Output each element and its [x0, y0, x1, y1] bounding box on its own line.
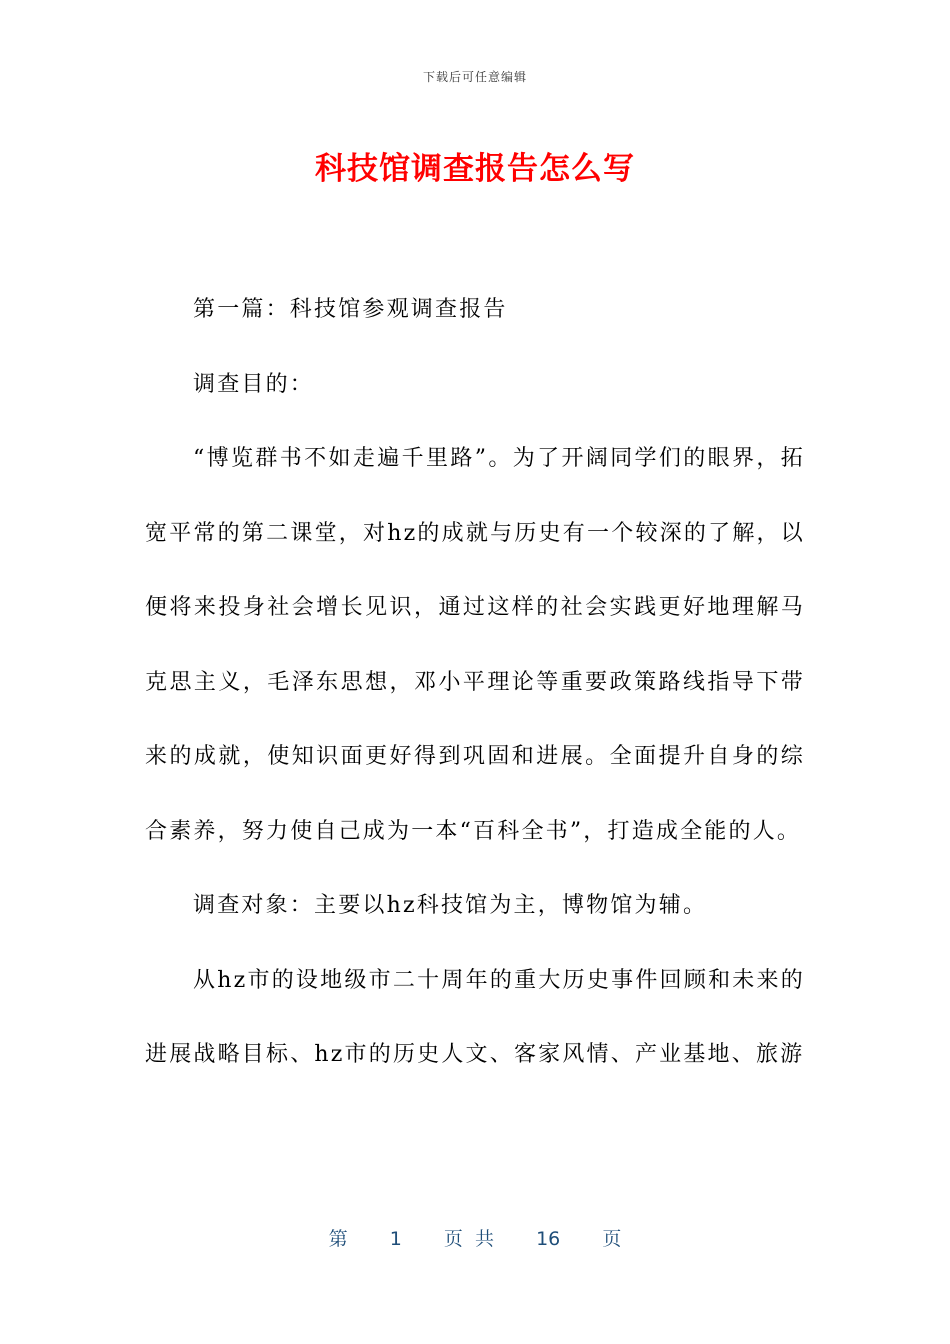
document-body [145, 273, 805, 1093]
paragraph-purpose: “博览群书不如走遍千里路”。为了开阔同学们的眼界，拓宽平常的第二课堂，对hz的成就与历史有一个较深的了解，以便将来投身社会增长见识，通过这样的社会实践更好地理解马克思主义，毛泽东思想，邓小平理论等重要政策路线指导下带来的成就，使知识面更好得到巩固和进展。全面提升自身的综合素养，努力使自己成为一本“百科全书”，打造成全能的人。 [145, 446, 805, 844]
header-note: 下载后可任意编辑 [422, 70, 527, 84]
paragraph-subject: 调查对象：主要以hz科技馆为主，博物馆为辅。 [193, 893, 708, 918]
footer-page-number: 1 [389, 1228, 402, 1250]
document-title: 科技馆调查报告怎么写 [315, 151, 635, 187]
paragraph-content: 从hz市的设地级市二十周年的重大历史事件回顾和未来的进展战略目标、hz市的历史人文、客家风情、产业基地、旅游 [145, 967, 805, 1067]
footer-prefix: 第 [328, 1228, 348, 1250]
footer-total-pages: 16 [536, 1228, 561, 1250]
page-footer [0, 1224, 950, 1251]
paragraph-purpose-label: 调查目的： [193, 371, 315, 397]
footer-suffix: 页 [602, 1228, 622, 1250]
section-heading: 第一篇：科技馆参观调查报告 [193, 297, 508, 322]
footer-middle: 页 共 [443, 1228, 494, 1250]
